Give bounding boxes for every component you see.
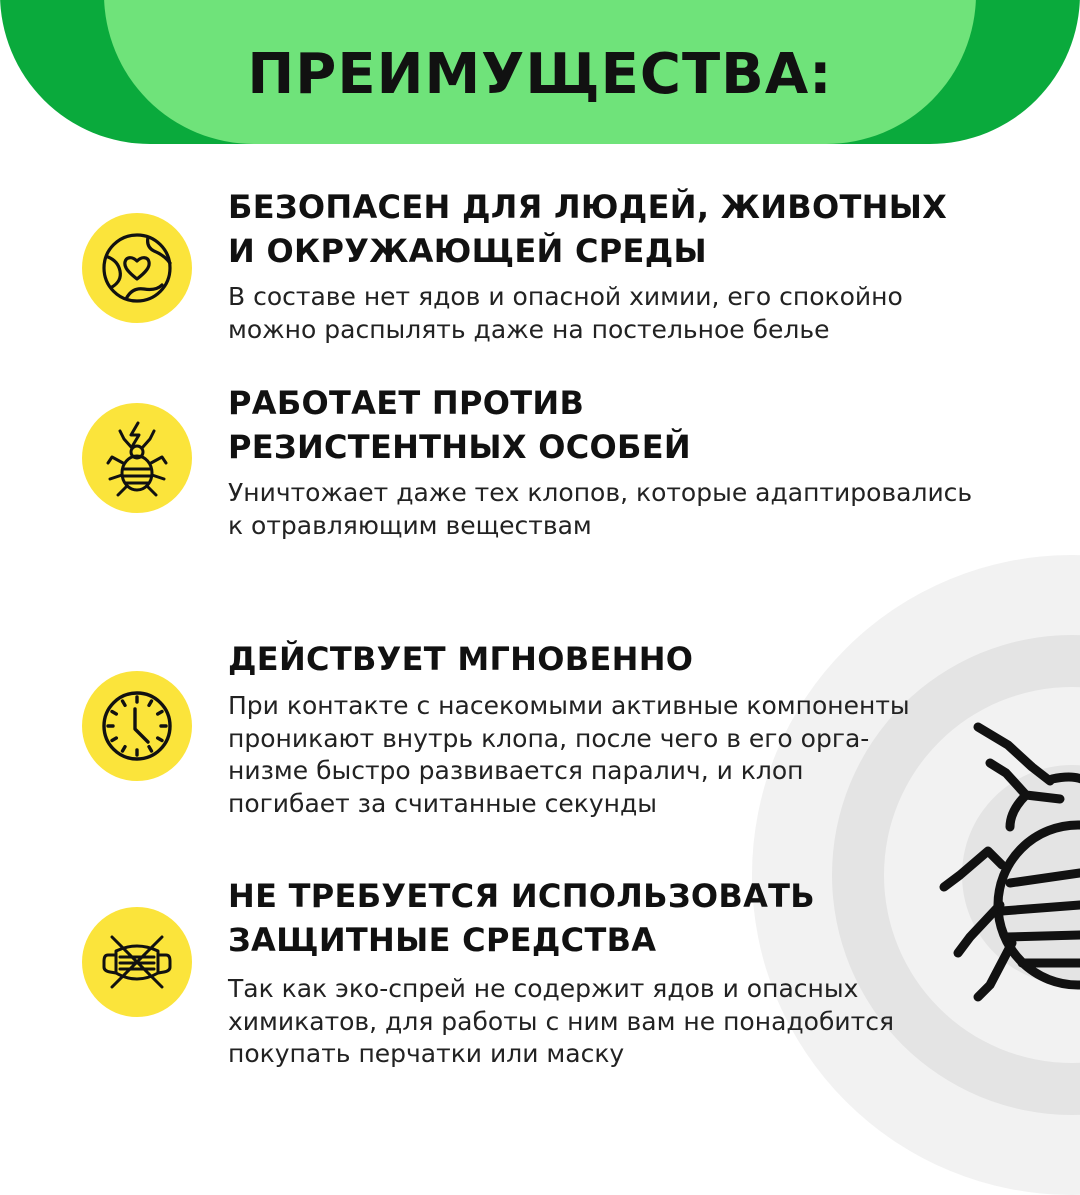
feature-desc-instant <box>228 690 1008 820</box>
feature-desc-no-protection <box>228 973 1008 1071</box>
feature-title-instant <box>228 637 1048 681</box>
desc-line: При контакте с насекомыми активные компоненты <box>228 691 910 720</box>
title-line: РЕЗИСТЕНТНЫХ ОСОБЕЙ <box>228 428 691 466</box>
title-line: ЗАЩИТНЫЕ СРЕДСТВА <box>228 921 657 959</box>
globe-heart-icon <box>98 229 176 307</box>
desc-line: Уничтожает даже тех клопов, которые адаптировались <box>228 478 973 507</box>
desc-line: химикатов, для работы с ним вам не понадобится <box>228 1006 894 1036</box>
feature-desc-safe <box>228 281 1008 346</box>
title-line: ДЕЙСТВУЕТ МГНОВЕННО <box>228 640 694 678</box>
desc-line: Так как эко-спрей не содержит ядов и опасных <box>228 974 859 1003</box>
title-line: РАБОТАЕТ ПРОТИВ <box>228 384 585 422</box>
feature-desc-resistant <box>228 477 1008 542</box>
desc-line: покупать перчатки или маску <box>228 1039 625 1068</box>
desc-line: можно распылять даже на постельное белье <box>228 314 830 344</box>
feature-icon-badge <box>82 671 192 781</box>
bug-lightning-icon <box>98 419 176 497</box>
feature-icon-badge <box>82 403 192 513</box>
clock-icon <box>98 687 176 765</box>
desc-line: проникают внутрь клопа, после чего в его орга- <box>228 723 870 753</box>
desc-line: низме быстро развивается паралич, и клоп <box>228 756 804 785</box>
feature-title-resistant <box>228 381 1048 469</box>
desc-line: к отравляющим веществам <box>228 510 592 540</box>
desc-line: погибает за считанные секунды <box>228 788 658 818</box>
page-title: ПРЕИМУЩЕСТВА: <box>247 42 833 107</box>
crossed-mask-icon <box>98 923 176 1001</box>
feature-icon-badge <box>82 213 192 323</box>
feature-icon-badge <box>82 907 192 1017</box>
desc-line: В составе нет ядов и опасной химии, его спокойно <box>228 282 903 311</box>
title-line: БЕЗОПАСЕН ДЛЯ ЛЮДЕЙ, ЖИВОТНЫХ <box>228 188 948 226</box>
title-line: И ОКРУЖАЮЩЕЙ СРЕДЫ <box>228 232 707 270</box>
feature-title-safe <box>228 185 1048 273</box>
feature-title-no-protection <box>228 874 1048 962</box>
title-line: НЕ ТРЕБУЕТСЯ ИСПОЛЬЗОВАТЬ <box>228 877 815 915</box>
